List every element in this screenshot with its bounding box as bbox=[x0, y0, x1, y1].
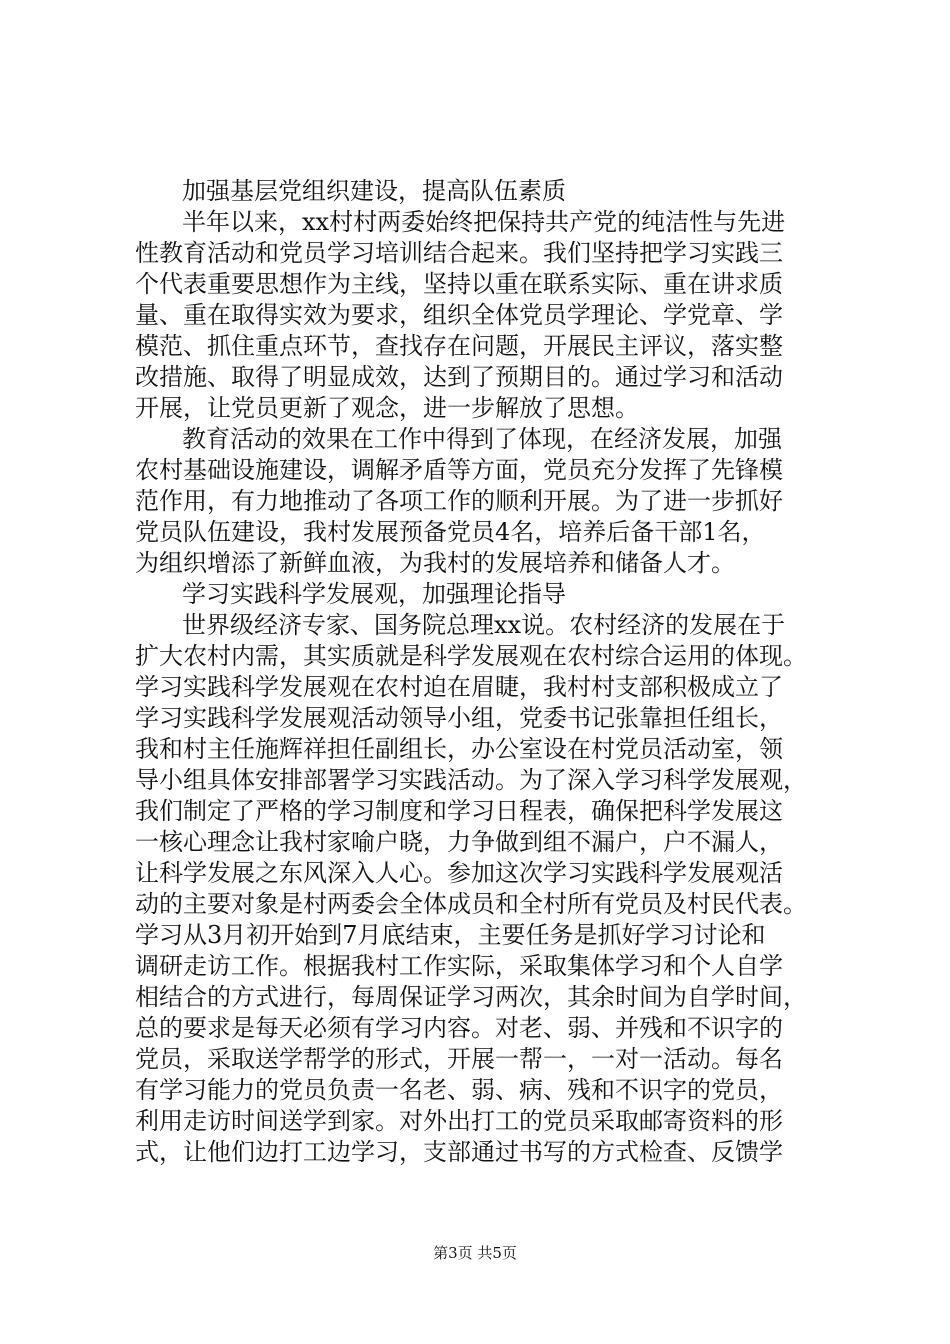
paragraph-line: 世界级经济专家、国务院总理xx说。农村经济的发展在于 bbox=[182, 611, 786, 639]
paragraph-line: 个代表重要思想作为主线，坚持以重在联系实际、重在讲求质 bbox=[135, 270, 783, 298]
paragraph-line: 利用走访时间送学到家。对外出打工的党员采取邮寄资料的形 bbox=[135, 1107, 783, 1135]
section-heading: 加强基层党组织建设，提高队伍素质 bbox=[182, 177, 566, 205]
paragraph-line: 我和村主任施辉祥担任副组长，办公室设在村党员活动室，领 bbox=[135, 735, 783, 763]
paragraph-line: 改措施、取得了明显成效，达到了预期目的。通过学习和活动 bbox=[135, 363, 783, 391]
paragraph-line: 相结合的方式进行，每周保证学习两次，其余时间为自学时间， bbox=[135, 983, 807, 1011]
paragraph-line: 党员，采取送学帮学的形式，开展一帮一，一对一活动。每名 bbox=[135, 1045, 783, 1073]
paragraph-line: 农村基础设施建设，调解矛盾等方面，党员充分发挥了先锋模 bbox=[135, 456, 783, 484]
document-body bbox=[135, 176, 850, 1168]
paragraph-line: 量、重在取得实效为要求，组织全体党员学理论、学党章、学 bbox=[135, 301, 783, 329]
paragraph-line: 教育活动的效果在工作中得到了体现，在经济发展，加强 bbox=[182, 425, 782, 453]
paragraph-line: 让科学发展之东风深入人心。参加这次学习实践科学发展观活 bbox=[135, 859, 783, 887]
section-heading: 学习实践科学发展观，加强理论指导 bbox=[182, 580, 566, 608]
paragraph-line: 为组织增添了新鲜血液，为我村的发展培养和储备人才。 bbox=[135, 549, 735, 577]
paragraph-line: 扩大农村内需，其实质就是科学发展观在农村综合运用的体现。 bbox=[135, 642, 807, 670]
paragraph-line: 导小组具体安排部署学习实践活动。为了深入学习科学发展观， bbox=[135, 766, 807, 794]
paragraph-line: 动的主要对象是村两委会全体成员和全村所有党员及村民代表。 bbox=[135, 890, 807, 918]
paragraph-line: 党员队伍建设，我村发展预备党员4名，培养后备干部1名， bbox=[135, 518, 766, 546]
paragraph-line: 范作用，有力地推动了各项工作的顺利开展。为了进一步抓好 bbox=[135, 487, 783, 515]
paragraph-line: 学习从3月初开始到7月底结束，主要任务是抓好学习讨论和 bbox=[135, 921, 766, 949]
paragraph-line: 式，让他们边打工边学习，支部通过书写的方式检查、反馈学 bbox=[135, 1138, 783, 1166]
paragraph-line: 开展，让党员更新了观念，进一步解放了思想。 bbox=[135, 394, 639, 422]
paragraph-line: 学习实践科学发展观活动领导小组，党委书记张靠担任组长， bbox=[135, 704, 783, 732]
paragraph-line: 性教育活动和党员学习培训结合起来。我们坚持把学习实践三 bbox=[135, 239, 783, 267]
paragraph-line: 半年以来，xx村村两委始终把保持共产党的纯洁性与先进 bbox=[182, 208, 786, 236]
paragraph-line: 调研走访工作。根据我村工作实际，采取集体学习和个人自学 bbox=[135, 952, 783, 980]
paragraph-line: 我们制定了严格的学习制度和学习日程表，确保把科学发展这 bbox=[135, 797, 783, 825]
paragraph-line: 总的要求是每天必须有学习内容。对老、弱、并残和不识字的 bbox=[135, 1014, 783, 1042]
paragraph-line: 学习实践科学发展观在农村迫在眉睫，我村村支部积极成立了 bbox=[135, 673, 783, 701]
page-number-footer: 第3页 共5页 bbox=[433, 1244, 517, 1262]
paragraph-line: 模范、抓住重点环节，查找存在问题，开展民主评议，落实整 bbox=[135, 332, 783, 360]
paragraph-line: 有学习能力的党员负责一名老、弱、病、残和不识字的党员， bbox=[135, 1076, 783, 1104]
paragraph-line: 一核心理念让我村家喻户晓，力争做到组不漏户，户不漏人， bbox=[135, 828, 783, 856]
